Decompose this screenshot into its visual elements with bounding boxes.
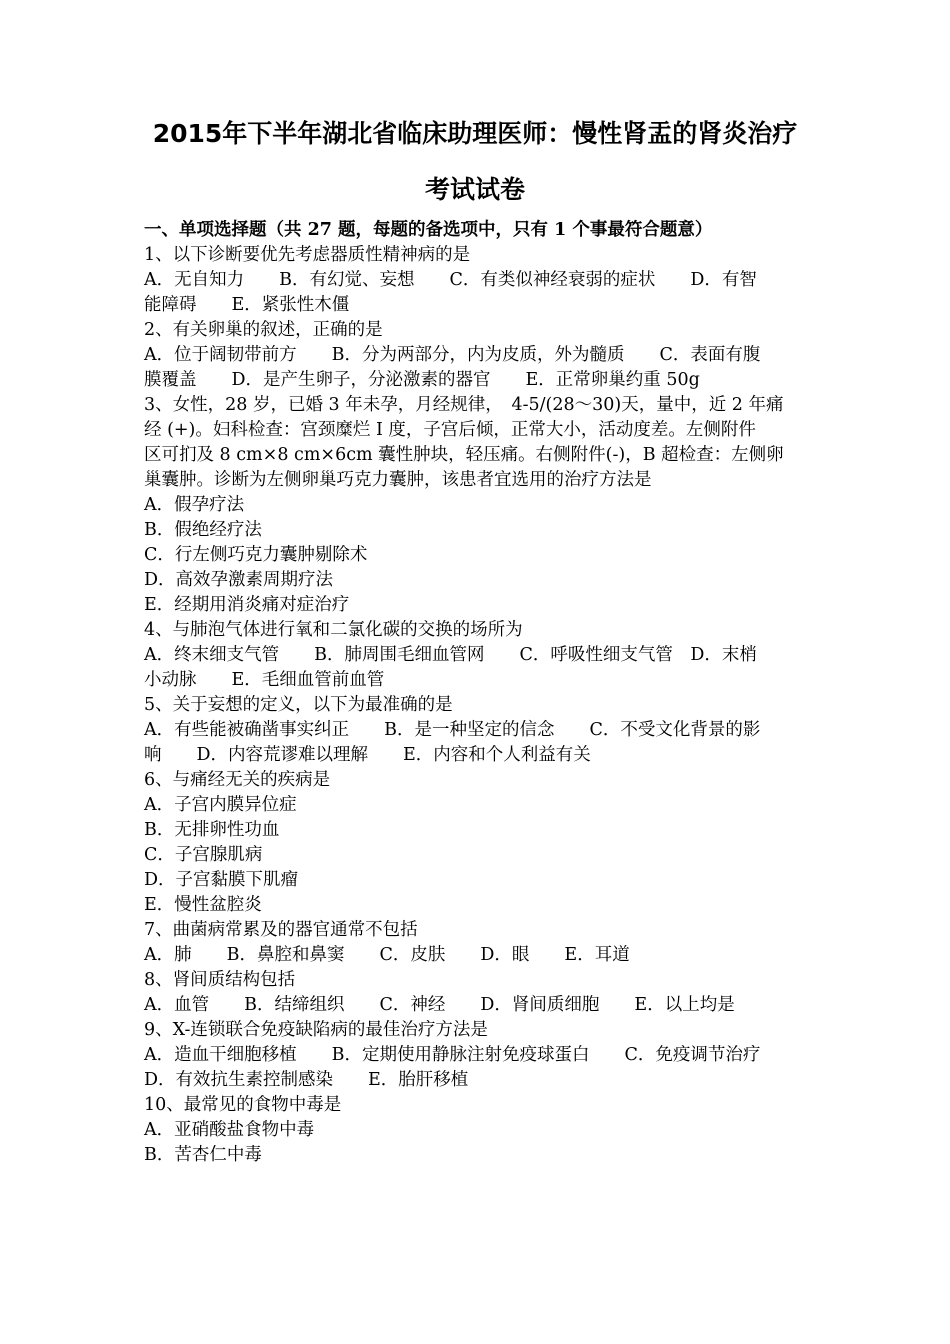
question-stem: 5、关于妄想的定义，以下为最准确的是 (144, 695, 453, 715)
option-line: A．无自知力 B．有幻觉、妄想 C．有类似神经衰弱的症状 D．有智 (144, 270, 757, 290)
question-6 (144, 768, 808, 918)
option: E．慢性盆腔炎 (144, 895, 262, 915)
option: A．假孕疗法 (144, 495, 245, 515)
option-line: A．终末细支气管 B．肺周围毛细血管网 C．呼吸性细支气管 D．末梢 (144, 645, 757, 665)
question-7 (144, 918, 808, 968)
option: A．子宫内膜异位症 (144, 795, 297, 815)
option-line: D．有效抗生素控制感染 E．胎肝移植 (144, 1070, 469, 1090)
option-line: A．肺 B．鼻腔和鼻窦 C．皮肤 D．眼 E．耳道 (144, 945, 630, 965)
question-stem: 1、以下诊断要优先考虑器质性精神病的是 (144, 245, 471, 265)
option-line: A．有些能被确凿事实纠正 B．是一种坚定的信念 C．不受文化背景的影 (144, 720, 761, 740)
option: D．子宫黏膜下肌瘤 (144, 870, 299, 890)
option-line: 能障碍 E．紧张性木僵 (144, 295, 350, 315)
question-stem: 8、肾间质结构包括 (144, 970, 296, 990)
exam-content (144, 218, 808, 1168)
question-2 (144, 318, 808, 393)
question-stem: 9、X-连锁联合免疫缺陷病的最佳治疗方法是 (144, 1020, 488, 1040)
option-line: 膜覆盖 D．是产生卵子，分泌激素的器官 E．正常卵巢约重 50g (144, 370, 700, 390)
question-3 (144, 393, 808, 618)
option: D．高效孕激素周期疗法 (144, 570, 334, 590)
question-9 (144, 1018, 808, 1093)
option: C．行左侧巧克力囊肿剔除术 (144, 545, 368, 565)
question-stem-line: 经 (+)。妇科检查：宫颈糜烂 I 度，子宫后倾，正常大小，活动度差。左侧附件 (144, 420, 756, 440)
question-4 (144, 618, 808, 693)
question-stem: 4、与肺泡气体进行氧和二氯化碳的交换的场所为 (144, 620, 523, 640)
option-line: A．造血干细胞移植 B．定期使用静脉注射免疫球蛋白 C．免疫调节治疗 (144, 1045, 761, 1065)
question-8 (144, 968, 808, 1018)
question-stem-line: 巢囊肿。诊断为左侧卵巢巧克力囊肿，该患者宜选用的治疗方法是 (144, 470, 652, 490)
question-10 (144, 1093, 808, 1168)
question-1 (144, 243, 808, 318)
page-title-line-1: 2015年下半年湖北省临床助理医师：慢性肾盂的肾炎治疗 (152, 119, 798, 148)
option: B．假绝经疗法 (144, 520, 262, 540)
option-line: 小动脉 E．毛细血管前血管 (144, 670, 385, 690)
option: A．亚硝酸盐食物中毒 (144, 1120, 315, 1140)
question-stem: 2、有关卵巢的叙述，正确的是 (144, 320, 383, 340)
question-stem: 6、与痛经无关的疾病是 (144, 770, 331, 790)
question-5 (144, 693, 808, 768)
question-stem-line: 区可扪及 8 cm×8 cm×6cm 囊性肿块，轻压痛。右侧附件(-)，B 超检查：左侧卵 (144, 445, 784, 465)
question-stem-line: 3、女性，28 岁，已婚 3 年未孕，月经规律， 4-5/(28～30)天，量中，近 2 年痛 (144, 395, 784, 415)
section-heading: 一、单项选择题（共 27 题，每题的备选项中，只有 1 个事最符合题意） (144, 220, 713, 240)
question-stem: 7、曲菌病常累及的器官通常不包括 (144, 920, 418, 940)
option: E．经期用消炎痛对症治疗 (144, 595, 350, 615)
page-title-line-2: 考试试卷 (424, 175, 525, 204)
option: B．苦杏仁中毒 (144, 1145, 262, 1165)
option-line: A．血管 B．结缔组织 C．神经 D．肾间质细胞 E．以上均是 (144, 995, 735, 1015)
option: B．无排卵性功血 (144, 820, 280, 840)
option: C．子宫腺肌病 (144, 845, 263, 865)
option-line: 响 D．内容荒谬难以理解 E．内容和个人利益有关 (144, 745, 591, 765)
option-line: A．位于阔韧带前方 B．分为两部分，内为皮质，外为髓质 C．表面有腹 (144, 345, 761, 365)
question-stem: 10、最常见的食物中毒是 (144, 1095, 342, 1115)
